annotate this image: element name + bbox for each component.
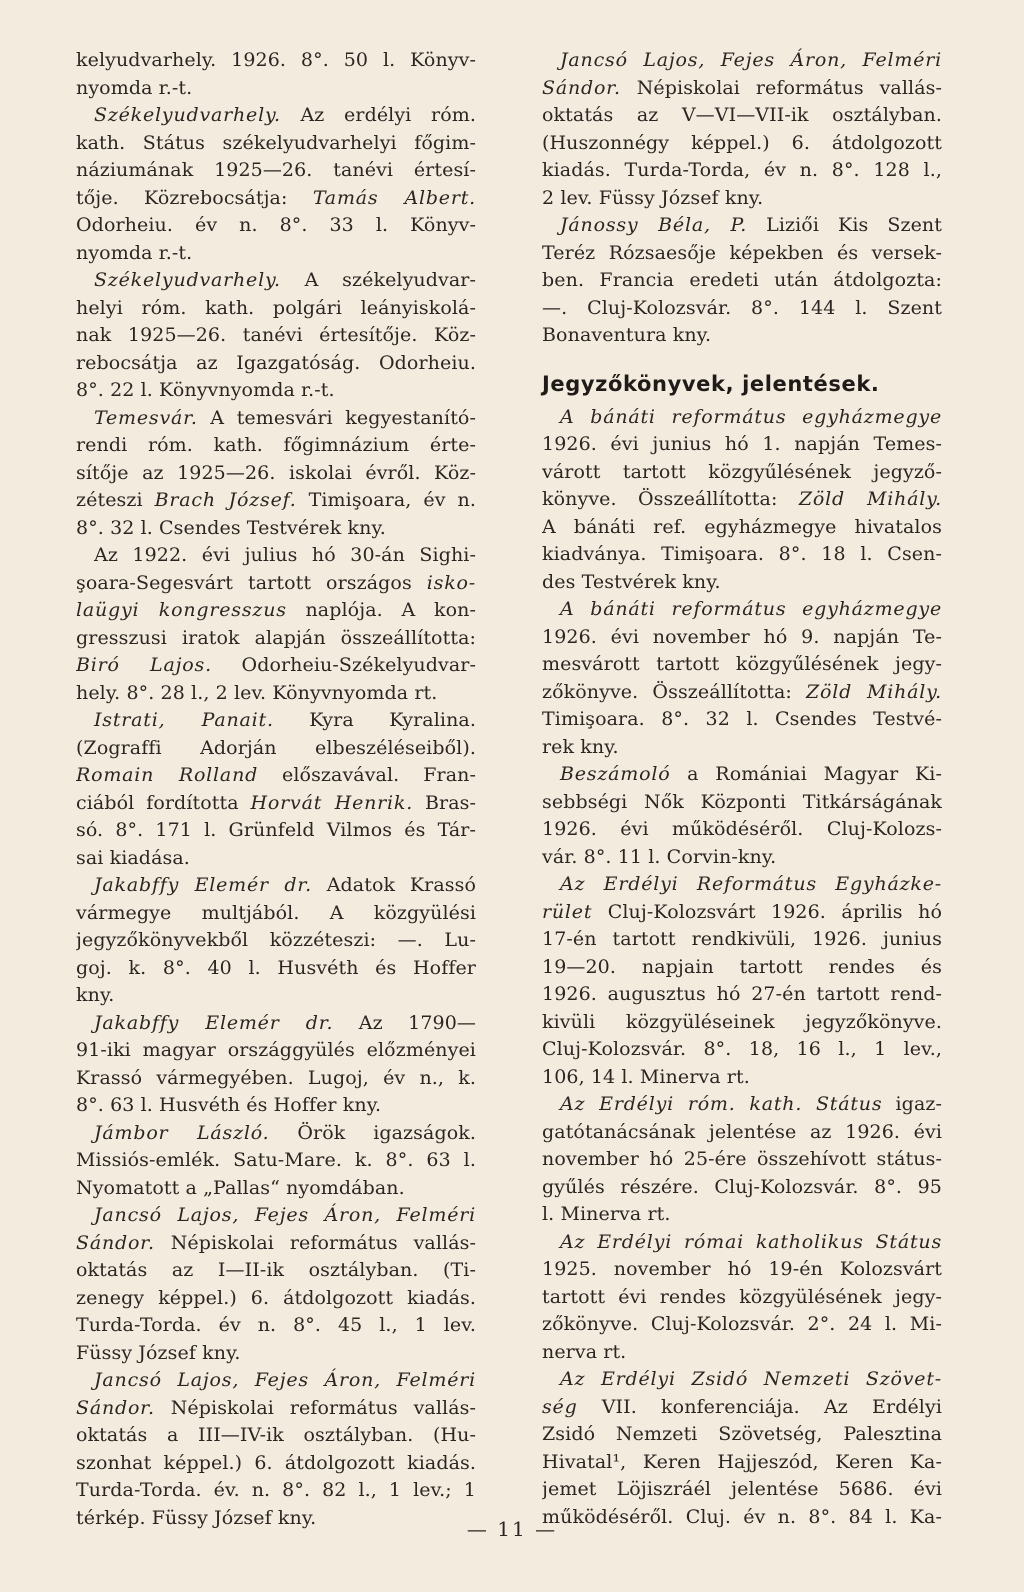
text-line: tője. Közrebocsátja: Tamás Albert. [76,186,476,209]
text-line: sebbségi Nők Központi Titkárságának [542,790,942,813]
text-line: laügyi kongresszus naplója. A kon- [76,599,476,621]
text-line: 19—20. napjain tartott rendes és [542,955,942,978]
text-line: 2 lev. Füssy József kny. [542,186,764,209]
text-line: tartott évi rendes közgyülésének jegy- [542,1285,942,1308]
text-line: gyűlés részére. Cluj-Kolozsvár. 8°. 95 [542,1175,942,1198]
text-line: —. Cluj-Kolozsvár. 8°. 144 l. Szent [542,296,942,319]
text-line: nak 1925—26. tanévi értesítője. Köz- [76,324,476,346]
text-line: des Testvérek kny. [542,570,721,593]
right-column-bottom-entries [542,404,942,1532]
text-line: hely. 8°. 28 l., 2 lev. Könyvnyomda rt. [76,681,438,704]
text-line: oktatás az V—VI—VII-ik osztályban. [542,104,942,126]
text-line: Bonaventura kny. [542,324,712,346]
text-line: Teréz Rózsaesője képekben és versek- [542,241,942,264]
text-line: Jánossy Béla, P. Liziői Kis Szent [560,214,942,236]
text-line: goj. k. 8°. 40 l. Husvéth és Hoffer [76,956,476,979]
text-line: l. Minerva rt. [542,1203,671,1225]
text-line: vár. 8°. 11 l. Corvin-kny. [542,845,777,868]
text-line: Krassó vármegyében. Lugoj, év n., k. [76,1066,476,1089]
text-line: kelyudvarhely. 1926. 8°. 50 l. Könyv- [76,49,476,71]
text-line: Hivatal¹, Keren Hajjeszód, Keren Ka- [542,1450,942,1473]
text-line: Cluj-Kolozsvár. 8°. 18, 16 l., 1 lev., [542,1038,942,1060]
text-line: kiadványa. Timişoara. 8°. 18 l. Csen- [542,543,942,565]
text-line: ség VII. konferenciája. Az Erdélyi [542,1395,942,1418]
text-line: zéteszi Brach József. Timişoara, év n. [76,489,476,511]
text-line: Missiós-emlék. Satu-Mare. k. 8°. 63 l. [76,1149,476,1171]
text-line: Sándor. Népiskolai református vallás- [76,1231,476,1254]
text-line: Jancsó Lajos, Fejes Áron, Felméri [560,49,942,71]
text-line: zenegy képpel.) 6. átdolgozott kiadás. [76,1286,476,1309]
section-gap [542,350,942,364]
text-line: sai kiadása. [76,846,190,869]
text-line: kath. Státus székelyudvarhelyi főgim- [76,131,476,154]
text-line: Sándor. Népiskolai református vallás- [76,1396,476,1419]
text-line: 8°. 22 l. Könyvnyomda r.-t. [76,379,335,401]
text-line: 91-iki magyar országgyülés előzményei [76,1039,476,1061]
text-line: Timişoara. 8°. 32 l. Csendes Testvé- [542,708,942,730]
right-column-top-entries [542,47,942,350]
text-line: várott tartott közgyűlésének jegyző- [542,460,942,483]
text-line: 106, 14 l. Minerva rt. [542,1065,750,1088]
text-line: ben. Francia eredeti után átdolgozta: [542,269,942,291]
text-line: könyve. Összeállította: Zöld Mihály. [542,488,942,510]
text-line: 1926. évi junius hó 1. napján Temes- [542,433,942,455]
section-heading: Jegyzőkönyvek, jelentések. [542,371,880,396]
text-line: Sándor. Népiskolai református vallás- [542,76,942,99]
text-line: Jancsó Lajos, Fejes Áron, Felméri [94,1204,476,1226]
text-line: 8°. 63 l. Husvéth és Hoffer kny. [76,1094,382,1116]
text-line: térkép. Füssy József kny. [76,1506,317,1529]
text-line: A bánáti ref. egyházmegye hivatalos [542,515,942,538]
text-line: vármegye multjából. A közgyülési [76,901,476,924]
right-column [542,47,942,1531]
text-line: sítője az 1925—26. iskolai évről. Köz- [76,461,476,484]
text-line: rendi róm. kath. főgimnázium érte- [76,434,476,456]
text-line: (Zograffi Adorján elbeszéléseiből). [76,736,476,759]
text-line: Istrati, Panait. Kyra Kyralina. [94,709,476,731]
text-line: november hó 25-ére összehívott státus- [542,1148,942,1170]
text-line: rek kny. [542,735,619,758]
text-line: Zsidó Nemzeti Szövetség, Palesztina [542,1423,942,1445]
text-line: kny. [76,984,115,1006]
text-line: Az Erdélyi Református Egyházke- [560,873,942,895]
text-line: Biró Lajos. Odorheiu-Székelyudvar- [76,654,476,676]
text-line: 8°. 32 l. Csendes Testvérek kny. [76,516,386,539]
text-line: Az Erdélyi Zsidó Nemzeti Szövet- [560,1368,942,1390]
text-line: oktatás a III—IV-ik osztályban. (Hu- [76,1424,476,1446]
text-line: ciából fordította Horvát Henrik. Bras- [76,791,476,814]
text-line: zőkönyve. Cluj-Kolozsvár. 2°. 24 l. Mi- [542,1313,942,1335]
text-line: 1926. évi működéséről. Cluj-Kolozs- [542,818,942,840]
text-line: Székelyudvarhely. A székelyudvar- [94,269,476,291]
text-line: 1926. évi november hó 9. napján Te- [542,625,942,648]
text-line: 17-én tartott rendkivüli, 1926. junius [542,928,942,950]
text-line: 1925. november hó 19-én Kolozsvárt [542,1258,942,1280]
text-line: A bánáti református egyházmegye [560,598,942,620]
text-line: şoara-Segesvárt tartott országos isko- [76,571,476,594]
text-line: helyi róm. kath. polgári leányiskolá- [76,296,476,319]
text-line: Turda-Torda. év n. 8°. 45 l., 1 lev. [76,1314,476,1336]
text-line: zőkönyve. Összeállította: Zöld Mihály. [542,680,942,703]
text-line: jegyzőkönyvekből közzéteszi: —. Lu- [76,929,476,951]
text-line: 1926. augusztus hó 27-én tartott rend- [542,983,942,1005]
text-line: kivüli közgyüléseinek jegyzőkönyve. [542,1010,942,1033]
text-line: oktatás az I—II-ik osztályban. (Ti- [76,1259,476,1281]
text-line: Füssy József kny. [76,1341,241,1364]
text-line: Jakabffy Elemér dr. Az 1790— [94,1011,476,1034]
text-line: Székelyudvarhely. Az erdélyi róm. [94,104,476,126]
text-line: nerva rt. [542,1340,627,1363]
page-number: — 11 — [466,1517,558,1541]
text-line: szonhat képpel.) 6. átdolgozott kiadás. [76,1451,476,1474]
text-line: (Huszonnégy képpel.) 6. átdolgozott [542,131,942,154]
text-line: Az 1922. évi julius hó 30-án Sighi- [94,544,476,566]
text-line: Az Erdélyi róm. kath. Státus igaz- [560,1093,942,1115]
text-line: rebocsátja az Igazgatóság. Odorheiu. [76,351,476,374]
text-line: A bánáti református egyházmegye [560,405,942,428]
text-line: kiadás. Turda-Torda, év n. 8°. 128 l., [542,159,942,181]
text-line: nyomda r.-t. [76,76,193,99]
text-line: gresszusi iratok alapján összeállította: [76,626,476,649]
text-line: Jámbor László. Örök igazságok. [94,1121,476,1144]
text-line: gatótanácsának jelentése az 1926. évi [542,1120,942,1143]
text-line: Beszámoló a Romániai Magyar Ki- [560,763,942,785]
text-line: mesvárott tartott közgyűlésének jegy- [542,653,942,675]
text-line: Nyomatott a „Pallas“ nyomdában. [76,1176,405,1199]
text-line: rület Cluj-Kolozsvárt 1926. április hó [542,900,942,923]
text-line: nyomda r.-t. [76,241,193,264]
text-line: Temesvár. A temesvári kegyestanító- [94,406,476,429]
text-line: só. 8°. 171 l. Grünfeld Vilmos és Tár- [76,819,476,841]
text-line: Odorheiu. év n. 8°. 33 l. Könyv- [76,214,476,236]
text-line: náziumának 1925—26. tanévi értesí- [76,159,476,181]
text-line: Turda-Torda. év. n. 8°. 82 l., 1 lev.; 1 [76,1479,476,1501]
text-line: jemet Löjiszráél jelentése 5686. évi [542,1478,942,1500]
text-line: Jancsó Lajos, Fejes Áron, Felméri [94,1369,476,1391]
text-line: Romain Rolland előszavával. Fran- [76,764,476,786]
text-line: működéséről. Cluj. év n. 8°. 84 l. Ka- [542,1505,942,1528]
text-line: Az Erdélyi római katholikus Státus [560,1230,942,1253]
text-line: Jakabffy Elemér dr. Adatok Krassó [94,874,476,896]
left-column [76,47,476,1532]
